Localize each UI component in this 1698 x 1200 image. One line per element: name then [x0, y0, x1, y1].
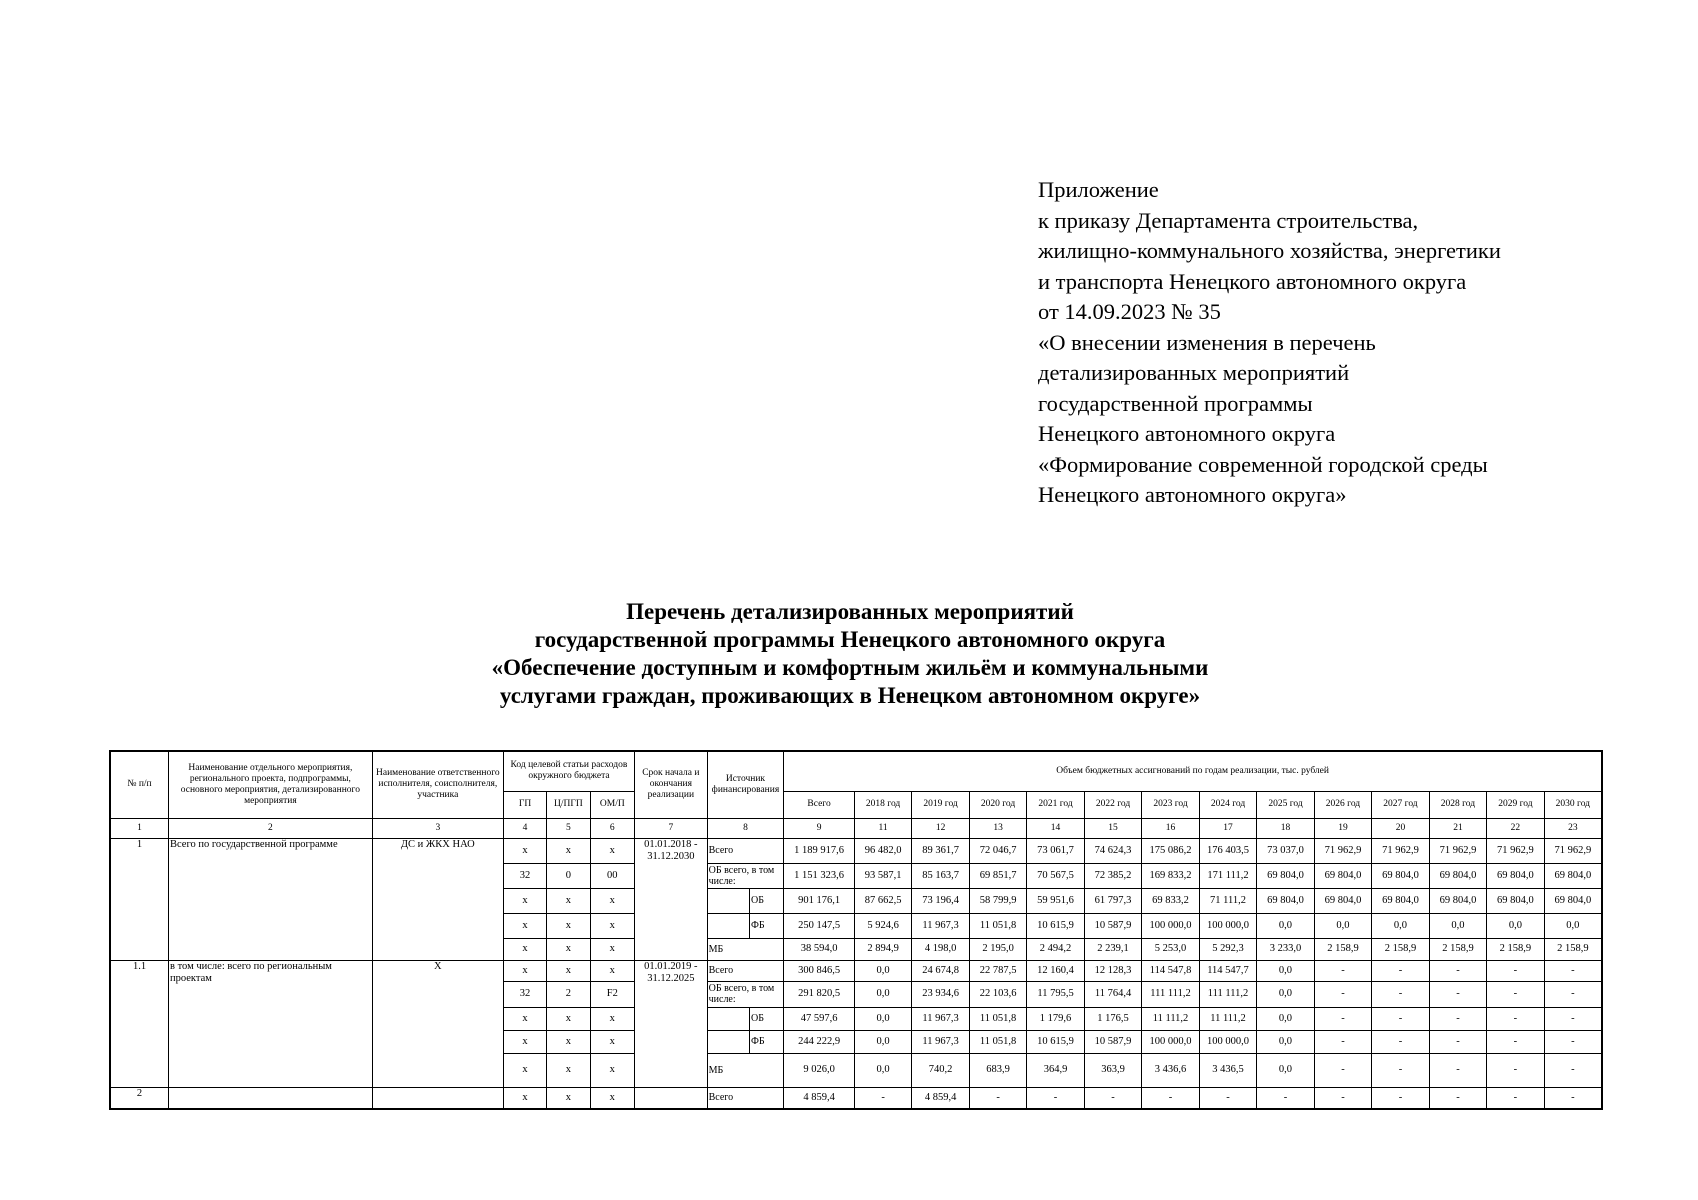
code-omp: х: [590, 938, 634, 960]
cell-value: 0,0: [1487, 913, 1544, 938]
source: МБ: [707, 938, 784, 960]
cell-value: 1 151 323,6: [784, 863, 855, 888]
column-number: 14: [1027, 818, 1084, 838]
cell-value: 0,0: [854, 960, 911, 981]
cell-value: 12 128,3: [1084, 960, 1141, 981]
cell-value: 100 000,0: [1142, 913, 1199, 938]
appendix-line: детализированных мероприятий: [1038, 360, 1350, 385]
appendix-line: от 14.09.2023 № 35: [1038, 299, 1221, 324]
cell-value: 47 597,6: [784, 1007, 855, 1030]
cell-value: 69 804,0: [1429, 863, 1486, 888]
cell-value: -: [1372, 1007, 1429, 1030]
header-volume: Объем бюджетных ассигнований по годам реализации, тыс. рублей: [784, 751, 1602, 791]
cell-value: 0,0: [1314, 913, 1371, 938]
code-omp: х: [590, 1007, 634, 1030]
cell-value: 114 547,8: [1142, 960, 1199, 981]
cell-value: 23 934,6: [912, 981, 969, 1007]
cell-value: -: [1429, 1030, 1486, 1053]
cell-value: 38 594,0: [784, 938, 855, 960]
cell-value: 2 195,0: [969, 938, 1026, 960]
cell-value: 171 111,2: [1199, 863, 1256, 888]
cell-value: 175 086,2: [1142, 838, 1199, 863]
cell-value: 10 587,9: [1084, 913, 1141, 938]
cell-value: 1 179,6: [1027, 1007, 1084, 1030]
code-omp: F2: [590, 981, 634, 1007]
code-cpgp: х: [547, 888, 590, 913]
cell-value: 11 764,4: [1084, 981, 1141, 1007]
activities-table: [109, 750, 1603, 1110]
appendix-block: [1038, 175, 1638, 511]
cell-value: 0,0: [854, 1007, 911, 1030]
cell-value: 100 000,0: [1199, 913, 1256, 938]
code-cpgp: х: [547, 1030, 590, 1053]
row-number: 1.1: [110, 960, 169, 1087]
source: ОБ всего, в том числе:: [707, 981, 784, 1007]
cell-value: -: [1544, 1087, 1602, 1109]
cell-value: 364,9: [1027, 1053, 1084, 1087]
cell-value: -: [1429, 960, 1486, 981]
cell-value: -: [1257, 1087, 1314, 1109]
cell-value: 69 804,0: [1372, 888, 1429, 913]
appendix-line: Ненецкого автономного округа»: [1038, 482, 1347, 507]
header-code-omp: ОМ/П: [590, 791, 634, 818]
cell-value: 69 804,0: [1314, 888, 1371, 913]
header-year: 2022 год: [1084, 791, 1141, 818]
column-number: 7: [635, 818, 708, 838]
cell-value: 69 804,0: [1429, 888, 1486, 913]
column-number: 9: [784, 818, 855, 838]
cell-value: 0,0: [1429, 913, 1486, 938]
executor-name: [372, 1087, 503, 1109]
cell-value: -: [1429, 1007, 1486, 1030]
activity-name: Всего по государственной программе: [169, 838, 373, 960]
source-sub: ФБ: [749, 1030, 783, 1053]
cell-value: 12 160,4: [1027, 960, 1084, 981]
source-sub: ОБ: [749, 888, 783, 913]
cell-value: 69 804,0: [1257, 863, 1314, 888]
cell-value: 85 163,7: [912, 863, 969, 888]
cell-value: 244 222,9: [784, 1030, 855, 1053]
cell-value: -: [1544, 1030, 1602, 1053]
source: Всего: [707, 960, 784, 981]
header-year: 2025 год: [1257, 791, 1314, 818]
table-row: [110, 838, 1602, 863]
cell-value: 2 494,2: [1027, 938, 1084, 960]
cell-value: -: [1314, 1087, 1371, 1109]
code-cpgp: х: [547, 1053, 590, 1087]
appendix-line: «О внесении изменения в перечень: [1038, 329, 1376, 355]
cell-value: 69 804,0: [1372, 863, 1429, 888]
column-number: 16: [1142, 818, 1199, 838]
header-source: Источник финансирования: [707, 751, 784, 818]
column-number: 4: [503, 818, 546, 838]
cell-value: 70 567,5: [1027, 863, 1084, 888]
column-number: 21: [1429, 818, 1486, 838]
code-gp: х: [503, 888, 546, 913]
cell-value: 363,9: [1084, 1053, 1141, 1087]
column-number: 3: [372, 818, 503, 838]
source-sub: ОБ: [749, 1007, 783, 1030]
cell-value: 96 482,0: [854, 838, 911, 863]
code-cpgp: х: [547, 960, 590, 981]
cell-value: -: [1544, 1053, 1602, 1087]
cell-value: 4 198,0: [912, 938, 969, 960]
cell-value: 100 000,0: [1199, 1030, 1256, 1053]
cell-value: 69 804,0: [1487, 888, 1544, 913]
cell-value: 114 547,7: [1199, 960, 1256, 981]
cell-value: -: [1544, 981, 1602, 1007]
code-cpgp: х: [547, 913, 590, 938]
cell-value: -: [1314, 960, 1371, 981]
cell-value: 2 158,9: [1429, 938, 1486, 960]
cell-value: 100 000,0: [1142, 1030, 1199, 1053]
code-cpgp: х: [547, 838, 590, 863]
appendix-line: государственной программы: [1038, 390, 1313, 416]
code-omp: х: [590, 838, 634, 863]
header-year: Всего: [784, 791, 855, 818]
header-year: 2027 год: [1372, 791, 1429, 818]
cell-value: -: [1372, 960, 1429, 981]
cell-value: 0,0: [854, 1053, 911, 1087]
cell-value: 87 662,5: [854, 888, 911, 913]
table-row: [110, 960, 1602, 981]
cell-value: -: [1487, 1087, 1544, 1109]
cell-value: -: [1314, 1053, 1371, 1087]
cell-value: 9 026,0: [784, 1053, 855, 1087]
cell-value: -: [1084, 1087, 1141, 1109]
cell-value: -: [1429, 1053, 1486, 1087]
cell-value: -: [969, 1087, 1026, 1109]
source-sub: ФБ: [749, 913, 783, 938]
cell-value: 0,0: [1372, 913, 1429, 938]
cell-value: 2 158,9: [1487, 938, 1544, 960]
cell-value: 169 833,2: [1142, 863, 1199, 888]
executor-name: Х: [372, 960, 503, 1087]
header-year: 2018 год: [854, 791, 911, 818]
header-year: 2019 год: [912, 791, 969, 818]
cell-value: 11 967,3: [912, 1030, 969, 1053]
cell-value: 0,0: [1257, 1053, 1314, 1087]
header-code-gp: ГП: [503, 791, 546, 818]
header-year: 2029 год: [1487, 791, 1544, 818]
header-num: № п/п: [110, 751, 169, 818]
column-number: 23: [1544, 818, 1602, 838]
cell-value: -: [1487, 960, 1544, 981]
cell-value: 901 176,1: [784, 888, 855, 913]
column-number: 20: [1372, 818, 1429, 838]
cell-value: -: [1487, 1053, 1544, 1087]
cell-value: 74 624,3: [1084, 838, 1141, 863]
executor-name: ДС и ЖКХ НАО: [372, 838, 503, 960]
cell-value: -: [1314, 1007, 1371, 1030]
code-cpgp: х: [547, 1087, 590, 1109]
cell-value: 4 859,4: [912, 1087, 969, 1109]
cell-value: 2 158,9: [1372, 938, 1429, 960]
cell-value: 0,0: [1544, 913, 1602, 938]
cell-value: 4 859,4: [784, 1087, 855, 1109]
cell-value: 11 051,8: [969, 1030, 1026, 1053]
cell-value: 10 587,9: [1084, 1030, 1141, 1053]
cell-value: -: [1372, 1053, 1429, 1087]
header-row: [110, 751, 1602, 791]
cell-value: 93 587,1: [854, 863, 911, 888]
cell-value: -: [1372, 1087, 1429, 1109]
cell-value: 69 804,0: [1544, 888, 1602, 913]
title-line: Перечень детализированных мероприятий: [626, 599, 1074, 624]
cell-value: 59 951,6: [1027, 888, 1084, 913]
code-gp: х: [503, 1007, 546, 1030]
code-omp: 00: [590, 863, 634, 888]
cell-value: 300 846,5: [784, 960, 855, 981]
code-omp: х: [590, 888, 634, 913]
document-title: [300, 598, 1400, 710]
header-executor: Наименование ответственного исполнителя, соисполнителя, участника: [372, 751, 503, 818]
column-number: 1: [110, 818, 169, 838]
cell-value: 89 361,7: [912, 838, 969, 863]
cell-value: 11 795,5: [1027, 981, 1084, 1007]
cell-value: 291 820,5: [784, 981, 855, 1007]
title-line: «Обеспечение доступным и комфортным жильём и коммунальными: [491, 655, 1209, 680]
cell-value: 69 804,0: [1314, 863, 1371, 888]
cell-value: -: [1544, 960, 1602, 981]
cell-value: 69 804,0: [1544, 863, 1602, 888]
column-number: 12: [912, 818, 969, 838]
title-line: государственной программы Ненецкого автономного округа: [534, 627, 1166, 652]
column-number: 13: [969, 818, 1026, 838]
code-gp: 32: [503, 863, 546, 888]
cell-value: 3 436,5: [1199, 1053, 1256, 1087]
code-gp: х: [503, 1087, 546, 1109]
cell-value: 71 962,9: [1372, 838, 1429, 863]
cell-value: 72 046,7: [969, 838, 1026, 863]
cell-value: 11 051,8: [969, 913, 1026, 938]
header-name: Наименование отдельного мероприятия, регионального проекта, подпрограммы, основного мероприятия, детализированного мероприятия: [169, 751, 373, 818]
period: 01.01.2018 - 31.12.2030: [635, 838, 708, 960]
appendix-line: Ненецкого автономного округа: [1038, 421, 1336, 446]
header-year: 2020 год: [969, 791, 1026, 818]
code-gp: х: [503, 1053, 546, 1087]
source: ОБ всего, в том числе:: [707, 863, 784, 888]
cell-value: 71 962,9: [1314, 838, 1371, 863]
column-number: 15: [1084, 818, 1141, 838]
cell-value: 11 967,3: [912, 913, 969, 938]
cell-value: -: [1429, 1087, 1486, 1109]
appendix-line: к приказу Департамента строительства,: [1038, 207, 1419, 233]
code-omp: х: [590, 960, 634, 981]
code-cpgp: 2: [547, 981, 590, 1007]
header-year: 2026 год: [1314, 791, 1371, 818]
header-period: Срок начала и окончания реализации: [635, 751, 708, 818]
cell-value: 22 787,5: [969, 960, 1026, 981]
cell-value: 111 111,2: [1199, 981, 1256, 1007]
cell-value: -: [1487, 1007, 1544, 1030]
row-number: 2: [110, 1087, 169, 1109]
cell-value: 2 894,9: [854, 938, 911, 960]
cell-value: 0,0: [1257, 981, 1314, 1007]
cell-value: -: [1027, 1087, 1084, 1109]
column-number: 18: [1257, 818, 1314, 838]
source-blank: [707, 1007, 749, 1030]
cell-value: 176 403,5: [1199, 838, 1256, 863]
cell-value: 3 233,0: [1257, 938, 1314, 960]
cell-value: 0,0: [1257, 960, 1314, 981]
activity-name: [169, 1087, 373, 1109]
column-number: 6: [590, 818, 634, 838]
column-number: 19: [1314, 818, 1371, 838]
source: Всего: [707, 1087, 784, 1109]
column-number-row: [110, 818, 1602, 838]
cell-value: 61 797,3: [1084, 888, 1141, 913]
cell-value: -: [1314, 1030, 1371, 1053]
cell-value: -: [854, 1087, 911, 1109]
source-blank: [707, 888, 749, 913]
column-number: 22: [1487, 818, 1544, 838]
appendix-line: «Формирование современной городской среды: [1038, 451, 1488, 477]
cell-value: 740,2: [912, 1053, 969, 1087]
cell-value: 58 799,9: [969, 888, 1026, 913]
column-number: 11: [854, 818, 911, 838]
cell-value: 250 147,5: [784, 913, 855, 938]
cell-value: 10 615,9: [1027, 1030, 1084, 1053]
code-gp: х: [503, 960, 546, 981]
header-year: 2023 год: [1142, 791, 1199, 818]
cell-value: -: [1487, 1030, 1544, 1053]
source: Всего: [707, 838, 784, 863]
code-cpgp: 0: [547, 863, 590, 888]
header-code-cpgp: Ц/ПГП: [547, 791, 590, 818]
header-code: Код целевой статьи расходов окружного бюджета: [503, 751, 634, 791]
cell-value: 1 189 917,6: [784, 838, 855, 863]
cell-value: 0,0: [1257, 913, 1314, 938]
cell-value: 111 111,2: [1142, 981, 1199, 1007]
code-gp: 32: [503, 981, 546, 1007]
cell-value: 73 037,0: [1257, 838, 1314, 863]
cell-value: -: [1199, 1087, 1256, 1109]
cell-value: 11 051,8: [969, 1007, 1026, 1030]
cell-value: -: [1314, 981, 1371, 1007]
column-number: 2: [169, 818, 373, 838]
cell-value: 73 061,7: [1027, 838, 1084, 863]
cell-value: 72 385,2: [1084, 863, 1141, 888]
cell-value: 3 436,6: [1142, 1053, 1199, 1087]
cell-value: 2 158,9: [1544, 938, 1602, 960]
cell-value: 5 253,0: [1142, 938, 1199, 960]
cell-value: 0,0: [854, 1030, 911, 1053]
cell-value: -: [1429, 981, 1486, 1007]
period: 01.01.2019 - 31.12.2025: [635, 960, 708, 1087]
period: [635, 1087, 708, 1109]
cell-value: -: [1372, 1030, 1429, 1053]
cell-value: 11 111,2: [1199, 1007, 1256, 1030]
code-omp: х: [590, 1030, 634, 1053]
cell-value: 1 176,5: [1084, 1007, 1141, 1030]
table-row: [110, 1087, 1602, 1109]
header-year: 2024 год: [1199, 791, 1256, 818]
activity-name: в том числе: всего по региональным проектам: [169, 960, 373, 1087]
header-year: 2030 год: [1544, 791, 1602, 818]
cell-value: 71 962,9: [1487, 838, 1544, 863]
cell-value: 69 851,7: [969, 863, 1026, 888]
cell-value: -: [1544, 1007, 1602, 1030]
cell-value: 0,0: [1257, 1030, 1314, 1053]
title-line: услугами граждан, проживающих в Ненецком автономном округе»: [499, 683, 1201, 708]
appendix-line: жилищно-коммунального хозяйства, энергетики: [1038, 238, 1501, 263]
code-gp: х: [503, 838, 546, 863]
code-gp: х: [503, 913, 546, 938]
source: МБ: [707, 1053, 784, 1087]
cell-value: 69 804,0: [1487, 863, 1544, 888]
code-omp: х: [590, 1053, 634, 1087]
header-year: 2028 год: [1429, 791, 1486, 818]
cell-value: 10 615,9: [1027, 913, 1084, 938]
header-year: 2021 год: [1027, 791, 1084, 818]
cell-value: 0,0: [854, 981, 911, 1007]
cell-value: 69 833,2: [1142, 888, 1199, 913]
column-number: 17: [1199, 818, 1256, 838]
row-number: 1: [110, 838, 169, 960]
code-gp: х: [503, 938, 546, 960]
cell-value: 11 111,2: [1142, 1007, 1199, 1030]
code-cpgp: х: [547, 938, 590, 960]
cell-value: 0,0: [1257, 1007, 1314, 1030]
cell-value: -: [1487, 981, 1544, 1007]
cell-value: 2 239,1: [1084, 938, 1141, 960]
cell-value: 5 924,6: [854, 913, 911, 938]
cell-value: 71 962,9: [1429, 838, 1486, 863]
cell-value: 73 196,4: [912, 888, 969, 913]
cell-value: 71 111,2: [1199, 888, 1256, 913]
cell-value: 2 158,9: [1314, 938, 1371, 960]
code-cpgp: х: [547, 1007, 590, 1030]
cell-value: 71 962,9: [1544, 838, 1602, 863]
cell-value: 24 674,8: [912, 960, 969, 981]
source-blank: [707, 1030, 749, 1053]
cell-value: -: [1142, 1087, 1199, 1109]
appendix-line: и транспорта Ненецкого автономного округа: [1038, 268, 1467, 294]
appendix-line: Приложение: [1038, 177, 1159, 202]
column-number: 5: [547, 818, 590, 838]
code-gp: х: [503, 1030, 546, 1053]
cell-value: 11 967,3: [912, 1007, 969, 1030]
cell-value: -: [1372, 981, 1429, 1007]
cell-value: 5 292,3: [1199, 938, 1256, 960]
code-omp: х: [590, 1087, 634, 1109]
code-omp: х: [590, 913, 634, 938]
cell-value: 22 103,6: [969, 981, 1026, 1007]
column-number: 8: [707, 818, 784, 838]
source-blank: [707, 913, 749, 938]
cell-value: 683,9: [969, 1053, 1026, 1087]
cell-value: 69 804,0: [1257, 888, 1314, 913]
